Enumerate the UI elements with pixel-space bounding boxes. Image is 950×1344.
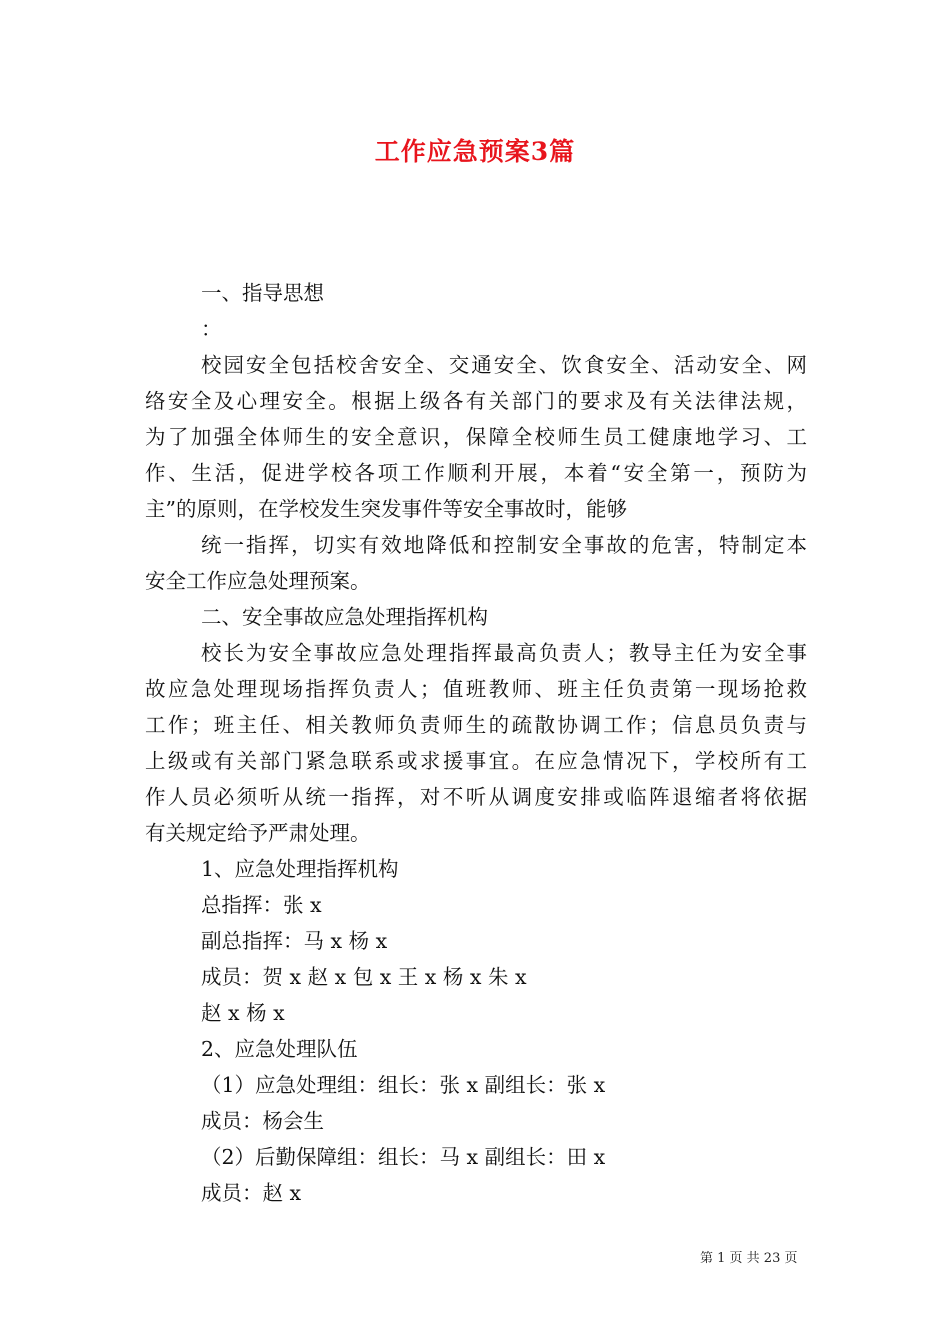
paragraph-line: 安全工作应急处理预案。	[145, 569, 371, 593]
paragraph-line: 作人员必须听从统一指挥，对不听从调度安排或临阵退缩者将依据	[145, 785, 807, 809]
logistics-group-line: （2）后勤保障组：组长：马 x 副组长：田 x	[201, 1145, 606, 1169]
paragraph-line: 有关规定给予严肃处理。	[145, 821, 371, 845]
paragraph-line: 为了加强全体师生的安全意识，保障全校师生员工健康地学习、工	[145, 425, 807, 449]
document-body	[145, 275, 807, 1211]
members-line: 成员：贺 x 赵 x 包 x 王 x 杨 x 朱 x	[201, 965, 527, 989]
heading-command-structure: 二、安全事故应急处理指挥机构	[201, 605, 488, 629]
paragraph-line: 主”的原则，在学校发生突发事件等安全事故时，能够	[145, 497, 627, 521]
paragraph-line: 故应急处理现场指挥负责人；值班教师、班主任负责第一现场抢救	[145, 677, 807, 701]
members-line: 成员：杨会生	[201, 1109, 324, 1133]
page-number: 第 1 页 共 23 页	[700, 1251, 798, 1266]
paragraph-line: 工作；班主任、相关教师负责师生的疏散协调工作；信息员负责与	[145, 713, 807, 737]
colon-line: ：	[201, 317, 222, 341]
document-title: 工作应急预案3篇	[374, 137, 576, 166]
paragraph-line: 校长为安全事故应急处理指挥最高负责人；教导主任为安全事	[201, 641, 807, 665]
paragraph-line: 上级或有关部门紧急联系或求援事宜。在应急情况下，学校所有工	[145, 749, 807, 773]
paragraph-line: 校园安全包括校舍安全、交通安全、饮食安全、活动安全、网	[201, 353, 807, 377]
paragraph-line: 络安全及心理安全。根据上级各有关部门的要求及有关法律法规，	[145, 389, 807, 413]
paragraph-line: 统一指挥，切实有效地降低和控制安全事故的危害，特制定本	[201, 533, 807, 557]
members-line: 赵 x 杨 x	[201, 1001, 285, 1025]
deputy-commander-line: 副总指挥：马 x 杨 x	[201, 929, 388, 953]
subheading-command-org: 1、应急处理指挥机构	[201, 857, 399, 881]
heading-guiding-ideology: 一、指导思想	[201, 281, 324, 305]
paragraph-line: 作、生活，促进学校各项工作顺利开展，本着“安全第一，预防为	[145, 461, 807, 485]
response-group-line: （1）应急处理组：组长：张 x 副组长：张 x	[201, 1073, 606, 1097]
subheading-response-team: 2、应急处理队伍	[201, 1037, 358, 1061]
commander-line: 总指挥：张 x	[201, 893, 322, 917]
members-line: 成员：赵 x	[201, 1181, 302, 1205]
